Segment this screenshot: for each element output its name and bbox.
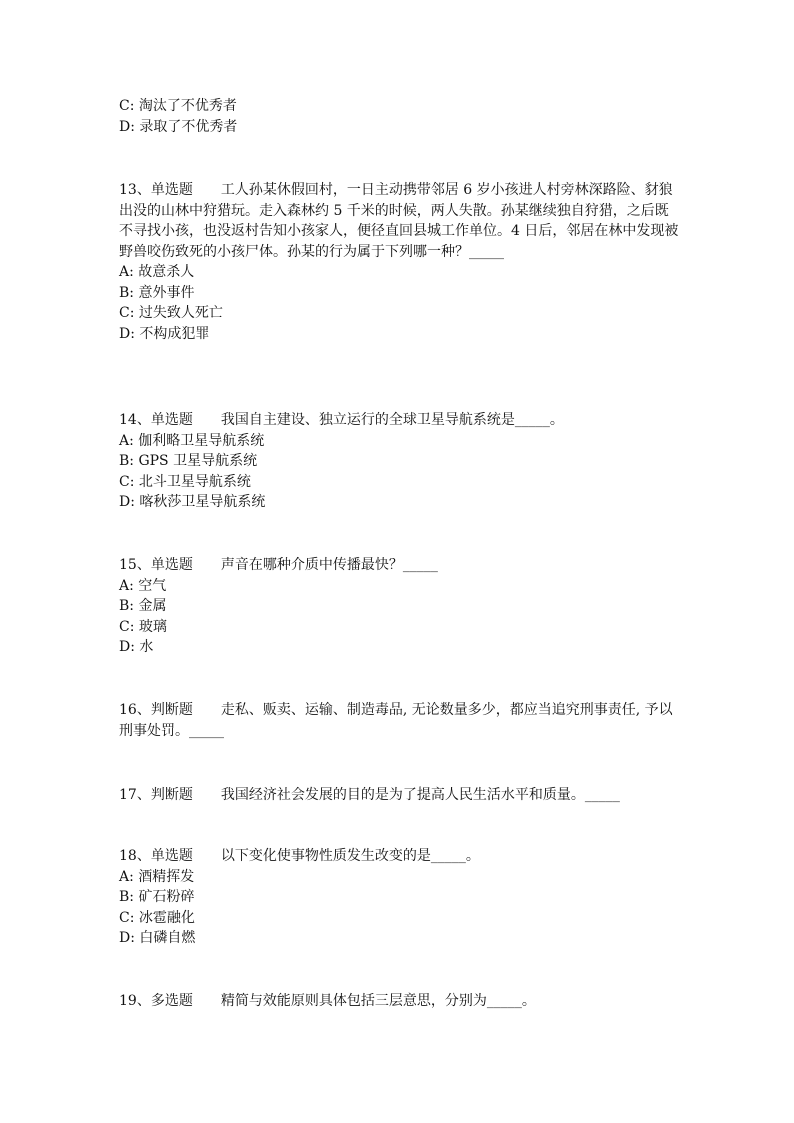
- option-a: A: 故意杀人: [119, 264, 195, 280]
- option-c: C: 过失致人死亡: [119, 305, 223, 321]
- question-stem: 以下变化使事物性质发生改变的是_____。: [220, 848, 480, 864]
- question-19: [119, 991, 679, 1012]
- question-stem: 我国自主建设、独立运行的全球卫星导航系统是_____。: [220, 412, 564, 428]
- question-type: 单选题: [150, 182, 193, 198]
- question-type: 单选题: [150, 412, 193, 428]
- question-type: 单选题: [150, 848, 193, 864]
- option-d: D: 不构成犯罪: [119, 325, 210, 342]
- question-type: 单选题: [150, 557, 193, 573]
- question-stem-line: [119, 180, 679, 262]
- question-stem-line: [119, 991, 679, 1012]
- option-a: A: 酒精挥发: [119, 868, 195, 885]
- question-stem: 我国经济社会发展的目的是为了提高人民生活水平和质量。_____: [220, 787, 620, 803]
- question-stem: 走私、贩卖、运输、制造毒品, 无论数量多少，都应当追究刑事责任, 予以刑事处罚。_____: [119, 702, 673, 739]
- option-c: C: 淘汰了不优秀者: [119, 98, 237, 114]
- question-17: [119, 785, 679, 806]
- question-stem-line: [119, 410, 679, 431]
- question-stem-line: [119, 555, 679, 576]
- question-stem-line: [119, 846, 679, 867]
- question-13: [119, 180, 679, 344]
- question-number: 14、: [119, 412, 151, 428]
- question-18: [119, 846, 679, 949]
- question-type: 判断题: [150, 787, 193, 803]
- question-stem: 工人孙某休假回村，一日主动携带邻居 6 岁小孩进人村旁林深路险、豺狼出没的山林中狩猎玩。走入森林约 5 千米的时候，两人失散。孙某继续独自狩猎，之后既不寻找小孩，也没返村告知小孩家人，便径直回县城工作单位。4 日后，邻居在林中发现被野兽咬伤致死的小孩尸体。孙某的行为属于下列哪一种？_____: [119, 182, 679, 260]
- option-a: A: 伽利略卫星导航系统: [119, 432, 265, 449]
- question-stem-line: [119, 700, 679, 741]
- question-15: [119, 555, 679, 658]
- previous-question-options: [119, 96, 679, 137]
- option-c: C: 玻璃: [119, 618, 167, 635]
- question-number: 18、: [119, 848, 151, 864]
- option-b: B: 意外事件: [119, 284, 195, 301]
- option-d: D: 水: [119, 639, 154, 655]
- option-a: A: 空气: [119, 577, 167, 594]
- question-number: 15、: [119, 557, 151, 573]
- question-stem-line: [119, 785, 679, 806]
- option-d: D: 录取了不优秀者: [119, 118, 238, 135]
- question-16: [119, 700, 679, 741]
- option-b: B: 矿石粉碎: [119, 889, 195, 905]
- question-number: 13、: [119, 182, 151, 198]
- option-d: D: 白磷自燃: [119, 930, 196, 946]
- option-b: B: GPS 卫星导航系统: [119, 453, 258, 469]
- option-b: B: 金属: [119, 598, 167, 614]
- question-number: 17、: [119, 787, 151, 803]
- option-c: C: 冰雹融化: [119, 909, 195, 926]
- option-d: D: 喀秋莎卫星导航系统: [119, 494, 266, 510]
- question-stem: 精简与效能原则具体包括三层意思，分别为_____。: [220, 993, 536, 1009]
- question-14: [119, 410, 679, 513]
- question-number: 16、: [119, 702, 151, 718]
- option-c: C: 北斗卫星导航系统: [119, 473, 251, 490]
- question-type: 判断题: [150, 702, 193, 718]
- question-stem: 声音在哪种介质中传播最快？_____: [220, 557, 438, 573]
- question-type: 多选题: [150, 993, 193, 1009]
- question-number: 19、: [119, 993, 151, 1009]
